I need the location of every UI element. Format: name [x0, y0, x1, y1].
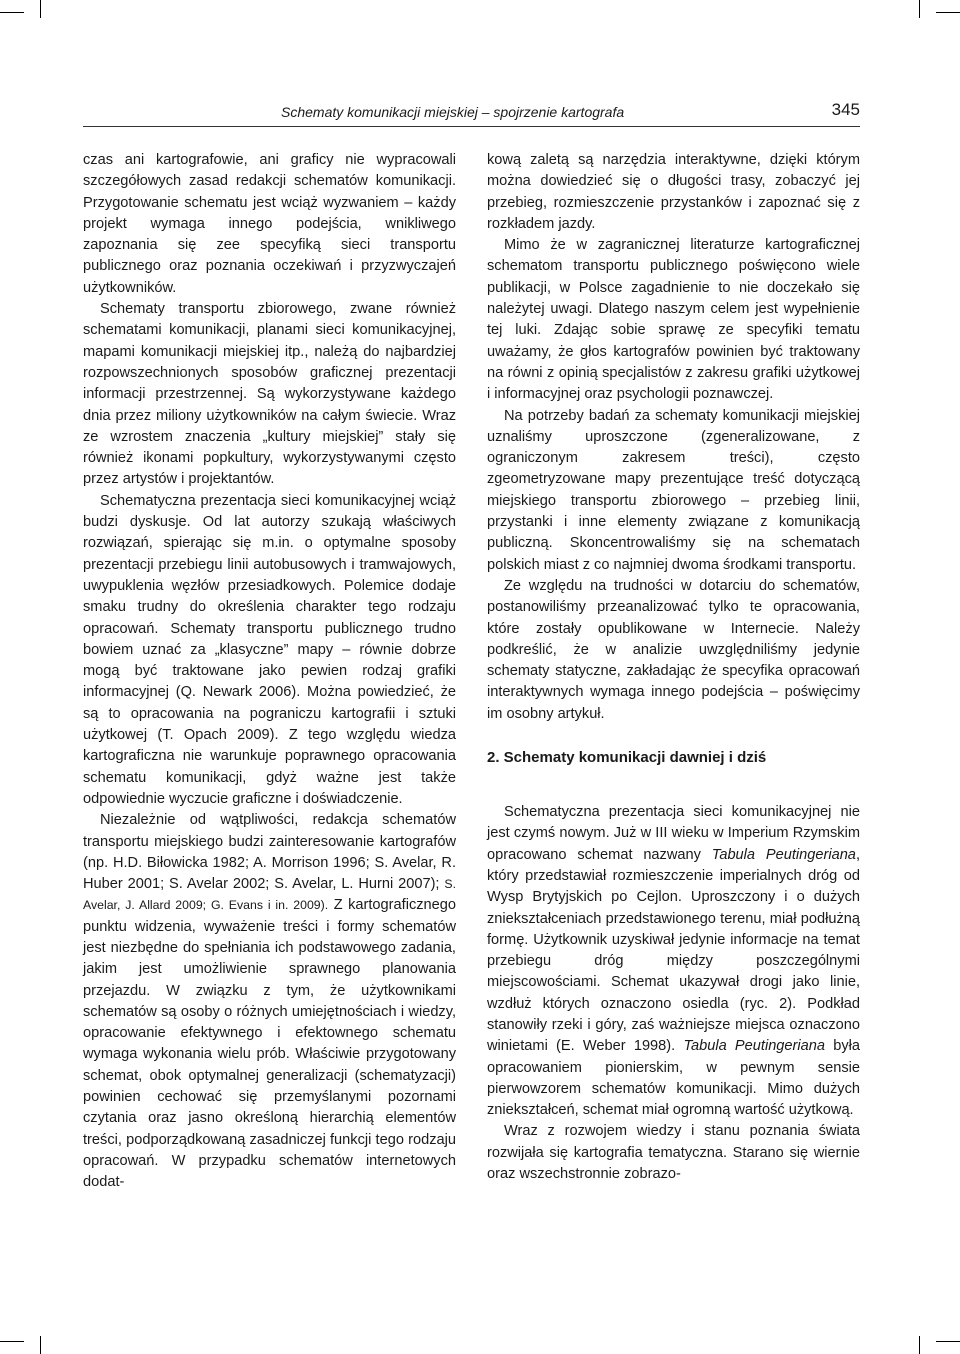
paragraph-text: , który przedstawiał rozmieszczenie imperialnych dróg od Wysp Brytyjskich po Cejlon. Uproszczony i o dużych zniekształceniach przedstawionego terenu, miał podłużną formę. Użytkownik uzyskiwał jedynie informacje na temat przebiegu dróg między poszczególnymi miejscowościami. Schemat ukazywał drogi jako linie, wzdłuż których oznaczono osiedla (ryc. 2). Podkład stanowiły rzeki i góry, zaś ważniejsze miejsca oznaczono winietami (E. Weber 1998).: [487, 846, 860, 1055]
paragraph-text: była opracowaniem pionierskim, w pewnym sensie pierwowzorem schematów komunikacji. Mimo dużych zniekształceń, schemat miał ogromną wartość użytkową.: [487, 1038, 860, 1119]
crop-mark: [0, 1341, 24, 1342]
page-header: [83, 96, 860, 127]
paragraph-text: Schematyczna prezentacja sieci komunikacyjnej nie jest czymś nowym. Już w III wieku w Imperium Rzymskim opracowano schemat nazwany: [487, 804, 860, 863]
crop-mark: [919, 0, 920, 18]
paragraph: Wraz z rozwojem wiedzy i stanu poznania świata rozwijała się kartografia tematyczna. Starano się wiernie oraz wszechstronnie zobrazo-: [487, 1123, 860, 1183]
paragraph: czas ani kartografowie, ani graficy nie wypracowali szczegółowych zasad redakcji schematów komunikacji. Przygotowanie schematu jest wciąż wyzwaniem – każdy projekt wymaga innego podejścia, wnikliwego zapoznania się zee specyfiką sieci transportu publicznego oraz poznania oczekiwań i przyzwyczajeń użytkowników.: [83, 152, 456, 296]
citation-small: S. Avelar, J. Allard 2009; G. Evans i in. 2009).: [83, 877, 456, 913]
paragraph: Mimo że w zagranicznej literaturze kartograficznej schematom transportu publicznego poświęcono wiele publikacji, w Polsce zagadnienie to nie doczekało się należytej uwagi. Dlatego naszym celem jest wypełnienie tej luki. Zdając sobie sprawę ze specyfiki tematu uważamy, że głos kartografów powinien być traktowany na równi z opinią specjalistów z zakresu grafiki użytkowej i informacyjnej oraz psychologii poznawczej.: [487, 237, 860, 403]
section-heading: 2. Schematy komunikacji dawniej i dziś: [487, 749, 767, 767]
crop-mark: [936, 1341, 960, 1342]
paragraph: Ze względu na trudności w dotarciu do schematów, postanowiliśmy przeanalizować tylko te opracowania, które zostały opublikowane w Internecie. Należy podkreślić, że w analizie uwzględniliśmy jedynie schematy statyczne, zakładając że specyfika opracowań interaktywnych wymaga innego podejścia – poświęcimy im osobny artykuł.: [487, 577, 860, 722]
paragraph-text: Z kartograficznego punktu widzenia, wyważenie treści i formy schematów jest niezbędne do spełniania ich podstawowego zadania, jakim jest umożliwienie sprawnego planowania przejazdu. W związku z tym, że użytkownikami schematów są osoby o różnych umiejętnościach i wiedzy, opracowanie efektywnego i efektownego schematu wymaga wykonania wielu prób. Właściwie przygotowany schemat, obok optymalnej generalizacji (schematyzacji) powinien cechować się przemyślanymi pozornami czytania oraz jasno określoną hierarchią elementów treści, podporządkowaną zasadniczej funkcji tego rodzaju opracowań. W przypadku schematów internetowych dodat-: [83, 897, 457, 1191]
crop-mark: [936, 12, 960, 13]
crop-mark: [919, 1336, 920, 1354]
paragraph: Na potrzeby badań za schematy komunikacji miejskiej uznaliśmy uproszczone (zgeneralizowane, z ograniczonym zakresem treści), często zgeometryzowane mapy prezentujące treść dotyczącą miejskiego transportu zbiorowego – przebieg linii, przystanki i inne elementy związane z komunikacją publiczną. Skoncentrowaliśmy się na schematach polskich miast z co najmniej dwoma środkami transportu.: [487, 407, 860, 573]
paragraph: [83, 810, 456, 1193]
italic-title: Tabula Peutingeriana: [711, 846, 856, 863]
page-number: 345: [831, 100, 860, 119]
crop-mark: [0, 12, 24, 13]
paragraph: kową zaletą są narzędzia interaktywne, dzięki którym można dowiedzieć się o długości trasy, zobaczyć jej przebieg, rozmieszczenie przystanków i zapoznać się z rozkładem jazdy.: [487, 152, 860, 232]
right-column: [487, 150, 860, 1185]
paragraph-text: Niezależnie od wątpliwości, redakcja schematów transportu miejskiego budzi zainteresowanie kartografów (np. H.D. Biłowicka 1982; A. Morrison 1996; S. Avelar, R. Huber 2001; S. Avelar 2002; S. Avelar, L. Hurni 2007);: [83, 812, 456, 893]
crop-mark: [40, 1336, 41, 1354]
paragraph: [487, 802, 860, 1121]
running-title: Schematy komunikacji miejskiej – spojrzenie kartografa: [281, 104, 625, 120]
italic-title: Tabula Peutingeriana: [683, 1038, 825, 1055]
paragraph: Schematyczna prezentacja sieci komunikacyjnej wciąż budzi dyskusje. Od lat autorzy szukają właściwych rozwiązań, spierając się m.in. o optymalne sposoby prezentacji przebiegu linii autobusowych i tramwajowych, uwypuklenia węzłów przesiadkowych. Polemice dodaje smaku trudny do określenia charakter tego rodzaju opracowań. Schematy transportu publicznego trudno bowiem uznać za „klasyczne” mapy – równie dobrze mogą być traktowane jako pewien rodzaj grafiki informacyjnej (Q. Newark 2006). Można powiedzieć, że są to opracowania na pograniczu kartografii i sztuki użytkowej (T. Opach 2009). Z tego względu wiedza kartograficzna nie warunkuje poprawnego opracowania schematu komunikacji, gdyż ważne jest także odpowiednie wyczucie graficzne i doświadczenie.: [83, 492, 456, 807]
crop-mark: [40, 0, 41, 18]
left-column: [83, 150, 456, 1194]
paragraph: Schematy transportu zbiorowego, zwane również schematami komunikacji, planami sieci komunikacyjnej, mapami komunikacji miejskiej itp., należą do najbardziej rozpowszechnionych sposobów graficznej prezentacji informacji przestrzennej. Są wykorzystywane każdego dnia przez miliony użytkowników na całym świecie. Wraz ze wzrostem znaczenia „kultury miejskiej” stały się również ikonami popkultury, wykorzystywanymi często przez artystów i projektantów.: [83, 301, 456, 488]
